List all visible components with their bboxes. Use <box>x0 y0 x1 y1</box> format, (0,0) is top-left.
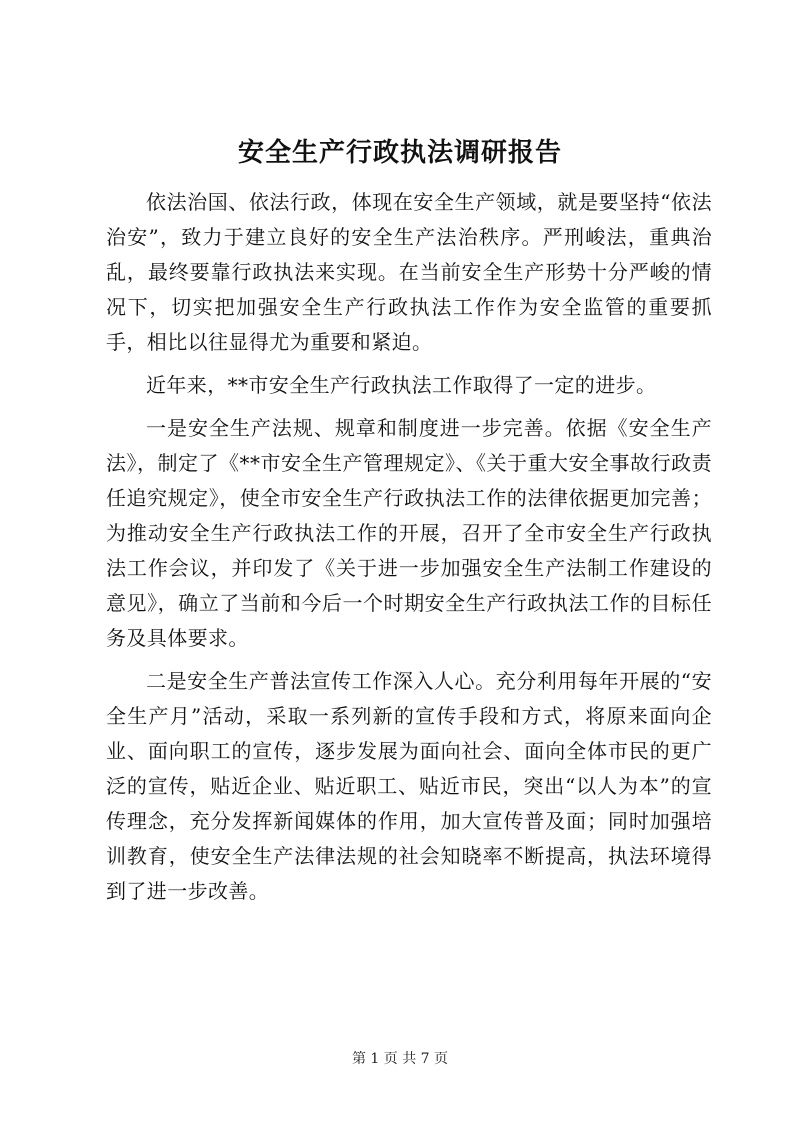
document-title: 安全生产行政执法调研报告 <box>237 138 562 168</box>
page-number: 第 1 页 共 7 页 <box>351 1051 449 1067</box>
paragraph-intro: 依法治国、依法行政，体现在安全生产领域，就是要坚持“依法治安”，致力于建立良好的安全生产法治秩序。严刑峻法，重典治乱，最终要靠行政执法来实现。在当前安全生产形势十分严峻的情况下，切实把加强安全生产行政执法工作作为安全监管的重要抓手，相比以往显得尤为重要和紧迫。 <box>106 190 712 354</box>
paragraph-regulations: 一是安全生产法规、规章和制度进一步完善。依据《安全生产法》，制定了《**市安全生产管理规定》、《关于重大安全事故行政责任追究规定》，使全市安全生产行政执法工作的法律依据更加完善；为推动安全生产行政执法工作的开展，召开了全市安全生产行政执法工作会议，并印发了《关于进一步加强安全生产法制工作建设的意见》，确立了当前和今后一个时期安全生产行政执法工作的目标任务及具体要求。 <box>106 416 712 650</box>
paragraph-publicity: 二是安全生产普法宣传工作深入人心。充分利用每年开展的“安全生产月”活动，采取一系列新的宣传手段和方式，将原来面向企业、面向职工的宣传，逐步发展为面向社会、面向全体市民的更广泛的宣传，贴近企业、贴近职工、贴近市民，突出“以人为本”的宣传理念，充分发挥新闻媒体的作用，加大宣传普及面；同时加强培训教育，使安全生产法律法规的社会知晓率不断提高，执法环境得到了进一步改善。 <box>106 669 712 903</box>
document-body <box>106 185 712 917</box>
paragraph-progress: 近年来，**市安全生产行政执法工作取得了一定的进步。 <box>146 373 657 397</box>
